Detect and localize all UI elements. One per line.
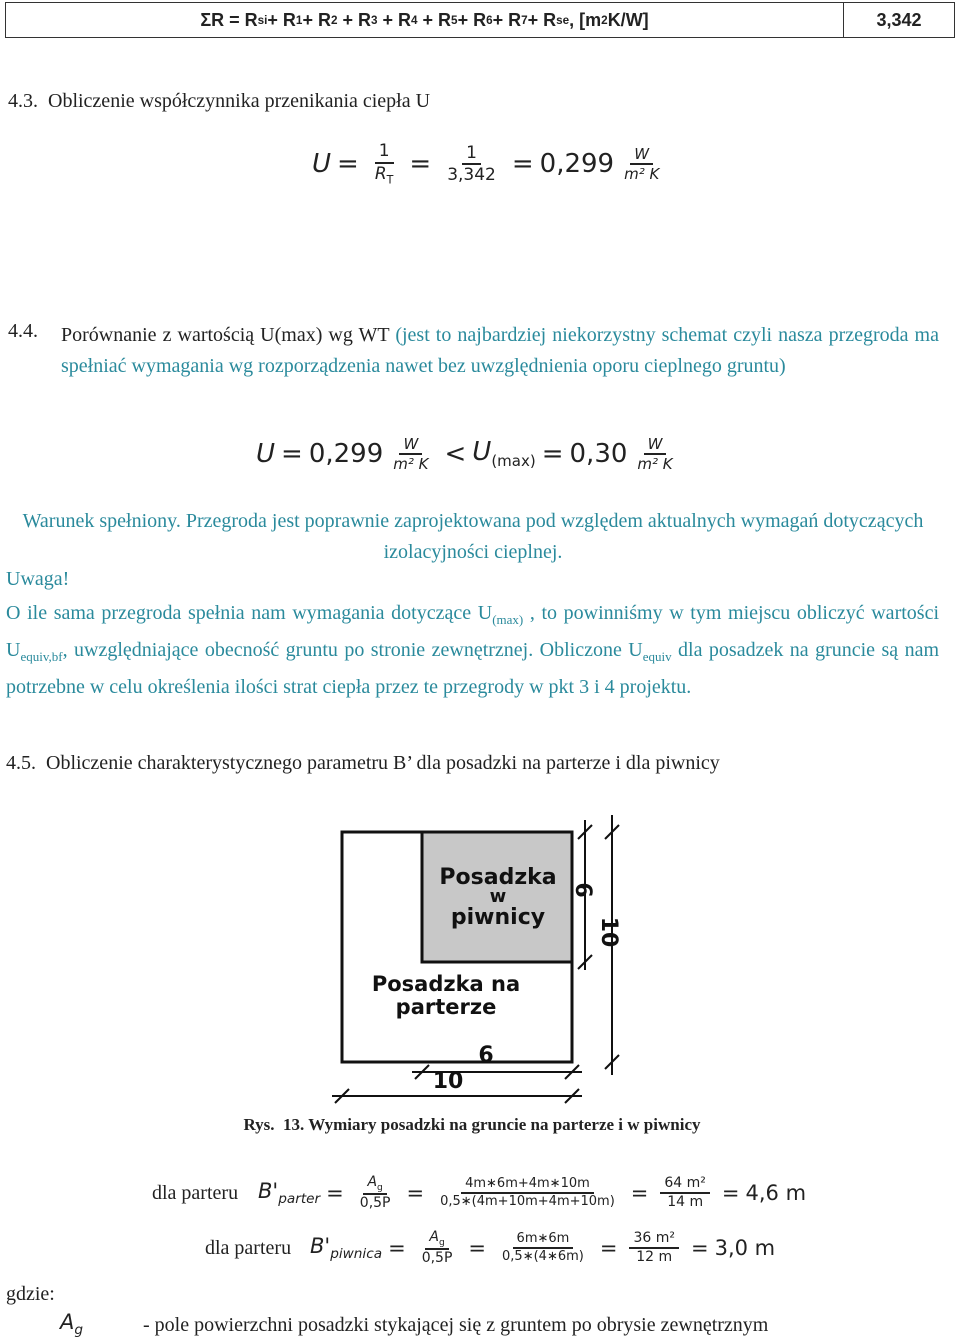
eq-equals: =	[406, 1181, 425, 1205]
f2-frac-3	[629, 1230, 679, 1266]
eq-equals: =	[599, 1236, 618, 1260]
dim-6-vertical: 6	[570, 882, 595, 898]
f2-ag: A	[429, 1228, 439, 1245]
formula-sub: 3	[370, 13, 378, 27]
f2-ag-sub: g	[438, 1237, 445, 1248]
formula-1	[258, 1168, 806, 1218]
condition-detail: Przegroda jest poprawnie zaprojektowana pod względem aktualnych wymagań dotyczących izolacyjności cieplnej.	[180, 510, 924, 563]
note-sub: (max)	[492, 612, 524, 627]
basement-label-1: Posadzka	[439, 865, 557, 890]
f1-lhs-b: B'	[258, 1178, 279, 1203]
eq-equals: =	[468, 1236, 487, 1260]
f1-den-3: 14 m	[667, 1194, 704, 1210]
formula-part: + R	[527, 9, 557, 30]
formula-sub: 2	[330, 13, 338, 27]
note-part: , uwzględniające obecność gruntu po stronie zewnętrznej. Obliczone U	[62, 639, 643, 661]
eq-den-r: R	[374, 163, 387, 184]
eq-equals: =	[337, 149, 359, 179]
where-symbol-a: A	[60, 1310, 75, 1334]
formula-part: + R	[267, 9, 296, 30]
f2-num-2: 6m∗6m	[513, 1231, 574, 1249]
f2-den-1: 0,5P	[421, 1250, 453, 1267]
f2-lhs-sub: piwnica	[330, 1246, 383, 1263]
f2-lhs-b: B'	[310, 1233, 331, 1258]
formula-sub: 5	[451, 13, 458, 27]
section-4-5-heading: 4.5. Obliczenie charakterystycznego parametru B’ dla posadzki na parterze i dla piwnicy	[6, 752, 720, 774]
resistance-sum-table	[5, 2, 955, 38]
eq-less-than: <	[444, 439, 467, 469]
eq-num: 1	[375, 141, 394, 163]
f1-num-3: 64 m²	[660, 1175, 710, 1194]
condition-label: Warunek spełniony.	[22, 510, 181, 532]
note-part: O ile sama przegroda spełnia nam wymagania dotyczące U	[6, 602, 493, 624]
f1-ag: A	[367, 1173, 378, 1190]
formula-2-label: dla parteru	[205, 1237, 292, 1259]
f1-den-1: 0,5P	[359, 1195, 391, 1212]
ground-label-1: Posadzka na	[371, 972, 521, 996]
formula-part: + R	[492, 9, 522, 30]
eq-equals: =	[281, 439, 303, 469]
eq-fraction-2	[443, 143, 500, 186]
eq-equals: =	[690, 1236, 709, 1260]
dim-6-horizontal: 6	[478, 1043, 494, 1068]
u-comparison-equation	[256, 428, 683, 480]
eq-den-sub: T	[386, 173, 394, 187]
formula-part: + R	[377, 9, 412, 30]
note-sub: equiv	[642, 649, 672, 664]
resistance-sum-value: 3,342	[876, 9, 922, 30]
basement-label-3: piwnicy	[450, 905, 546, 930]
condition-paragraph	[8, 506, 938, 568]
formula-sub: 1	[295, 13, 303, 27]
formula-sub: si	[257, 13, 268, 27]
eq-result: 0,299	[539, 149, 615, 179]
eq-equals: =	[721, 1181, 740, 1205]
formula-1-label: dla parteru	[152, 1182, 239, 1204]
eq-num: 1	[462, 143, 481, 165]
formula-sub: 7	[521, 13, 528, 27]
eq-value-2: 0,30	[569, 439, 628, 469]
formula-sub: 4	[411, 13, 418, 27]
f1-lhs-sub: parter	[278, 1191, 321, 1208]
dim-10-horizontal: 10	[432, 1069, 464, 1094]
note-sub: equiv,bf	[20, 649, 63, 664]
section-4-4-text	[61, 320, 939, 382]
eq-unit-2	[633, 435, 676, 473]
f2-den-2: 0,5∗(4∗6m)	[502, 1249, 584, 1264]
eq-equals: =	[326, 1181, 344, 1205]
eq-den: 3,342	[447, 165, 496, 185]
eq-umax-u: U	[472, 437, 492, 468]
dim-10-vertical: 10	[596, 916, 621, 948]
formula-sup: 2	[601, 13, 608, 27]
where-symbol-sub: g	[74, 1322, 84, 1339]
eq-unit-1	[389, 435, 432, 473]
eq-den	[371, 164, 398, 187]
where-description: - pole powierzchni posadzki stykającej się z gruntem po obrysie zewnętrznym	[143, 1314, 769, 1336]
formula-part: + R	[302, 9, 331, 30]
eq-lhs: U	[256, 439, 276, 469]
note-part: , to powinniśmy w tym miejscu obliczyć wartości U	[6, 602, 939, 661]
eq-equals: =	[388, 1236, 406, 1260]
formula-part: , [m	[569, 9, 602, 30]
f1-num-1	[363, 1174, 386, 1196]
figure-caption: Rys. 13. Wymiary posadzki na gruncie na parterze i w piwnicy	[243, 1115, 701, 1134]
formula-part: + R	[417, 9, 452, 30]
f1-frac-2	[436, 1176, 619, 1209]
formula-part: K/W]	[607, 9, 649, 30]
f2-lhs	[310, 1234, 382, 1262]
section-4-4-number: 4.4.	[8, 320, 38, 342]
eq-equals: =	[409, 149, 432, 179]
eq-equals: =	[511, 149, 534, 179]
section-4-4-lead: Porównanie z wartością U(max) wg WT	[61, 324, 390, 346]
formula-sub: se	[556, 13, 570, 27]
f2-result: 3,0 m	[714, 1236, 776, 1260]
f1-frac-3	[660, 1175, 710, 1211]
f2-num-1	[425, 1229, 448, 1251]
where-symbol	[60, 1310, 83, 1338]
eq-unit-den: m² K	[393, 455, 429, 473]
eq-equals: =	[541, 439, 564, 469]
eq-umax-sub: (max)	[491, 452, 536, 471]
ground-label-2: parterze	[395, 995, 497, 1019]
formula-part: ΣR = R	[200, 9, 258, 30]
f1-result: 4,6 m	[745, 1181, 807, 1205]
formula-sub: 6	[486, 13, 493, 27]
floor-dimensions-figure	[330, 810, 630, 1105]
resistance-sum-formula	[6, 3, 844, 37]
f2-num-3: 36 m²	[629, 1230, 679, 1249]
eq-fraction-1	[371, 141, 398, 186]
f1-den-2: 0,5∗(4m+10m+4m+10m)	[440, 1194, 615, 1209]
formula-part: + R	[337, 9, 371, 30]
eq-unit-den: m² K	[624, 165, 660, 183]
f1-frac-1	[356, 1174, 395, 1213]
eq-value-1: 0,299	[308, 439, 384, 469]
eq-unit-num: W	[630, 145, 653, 165]
note-part: dla posadzek na gruncie są nam potrzebne w celu określenia ilości strat ciepła przez te przegrody w pkt 3 i 4 projektu.	[6, 639, 939, 698]
note-paragraph	[6, 598, 939, 703]
f1-num-2: 4m∗6m+4m∗10m	[461, 1176, 594, 1194]
f1-lhs	[258, 1179, 320, 1207]
section-4-3-heading: 4.3. Obliczenie współczynnika przenikania ciepła U	[8, 90, 431, 112]
eq-equals: =	[630, 1181, 649, 1205]
basement-label-2: w	[489, 886, 507, 907]
u-equation	[312, 136, 669, 192]
note-label: Uwaga!	[6, 568, 70, 590]
eq-unit-num: W	[644, 435, 667, 455]
f2-frac-1	[418, 1229, 457, 1268]
eq-unit-den: m² K	[637, 455, 673, 473]
section-4-4-remark: (jest to najbardziej niekorzystny schemat czyli nasza przegroda ma spełniać wymagania wg rozporządzenia nawet bez uwzględnienia oporu cieplnego gruntu)	[61, 324, 939, 377]
formula-2	[310, 1223, 775, 1273]
eq-unit-num: W	[399, 435, 422, 455]
f1-ag-sub: g	[377, 1182, 383, 1193]
where-label: gdzie:	[6, 1283, 55, 1305]
f2-frac-2	[498, 1231, 588, 1264]
eq-lhs: U	[312, 149, 332, 179]
eq-unit	[620, 145, 663, 183]
f2-den-3: 12 m	[636, 1249, 673, 1265]
eq-umax	[472, 437, 535, 470]
formula-part: + R	[457, 9, 487, 30]
